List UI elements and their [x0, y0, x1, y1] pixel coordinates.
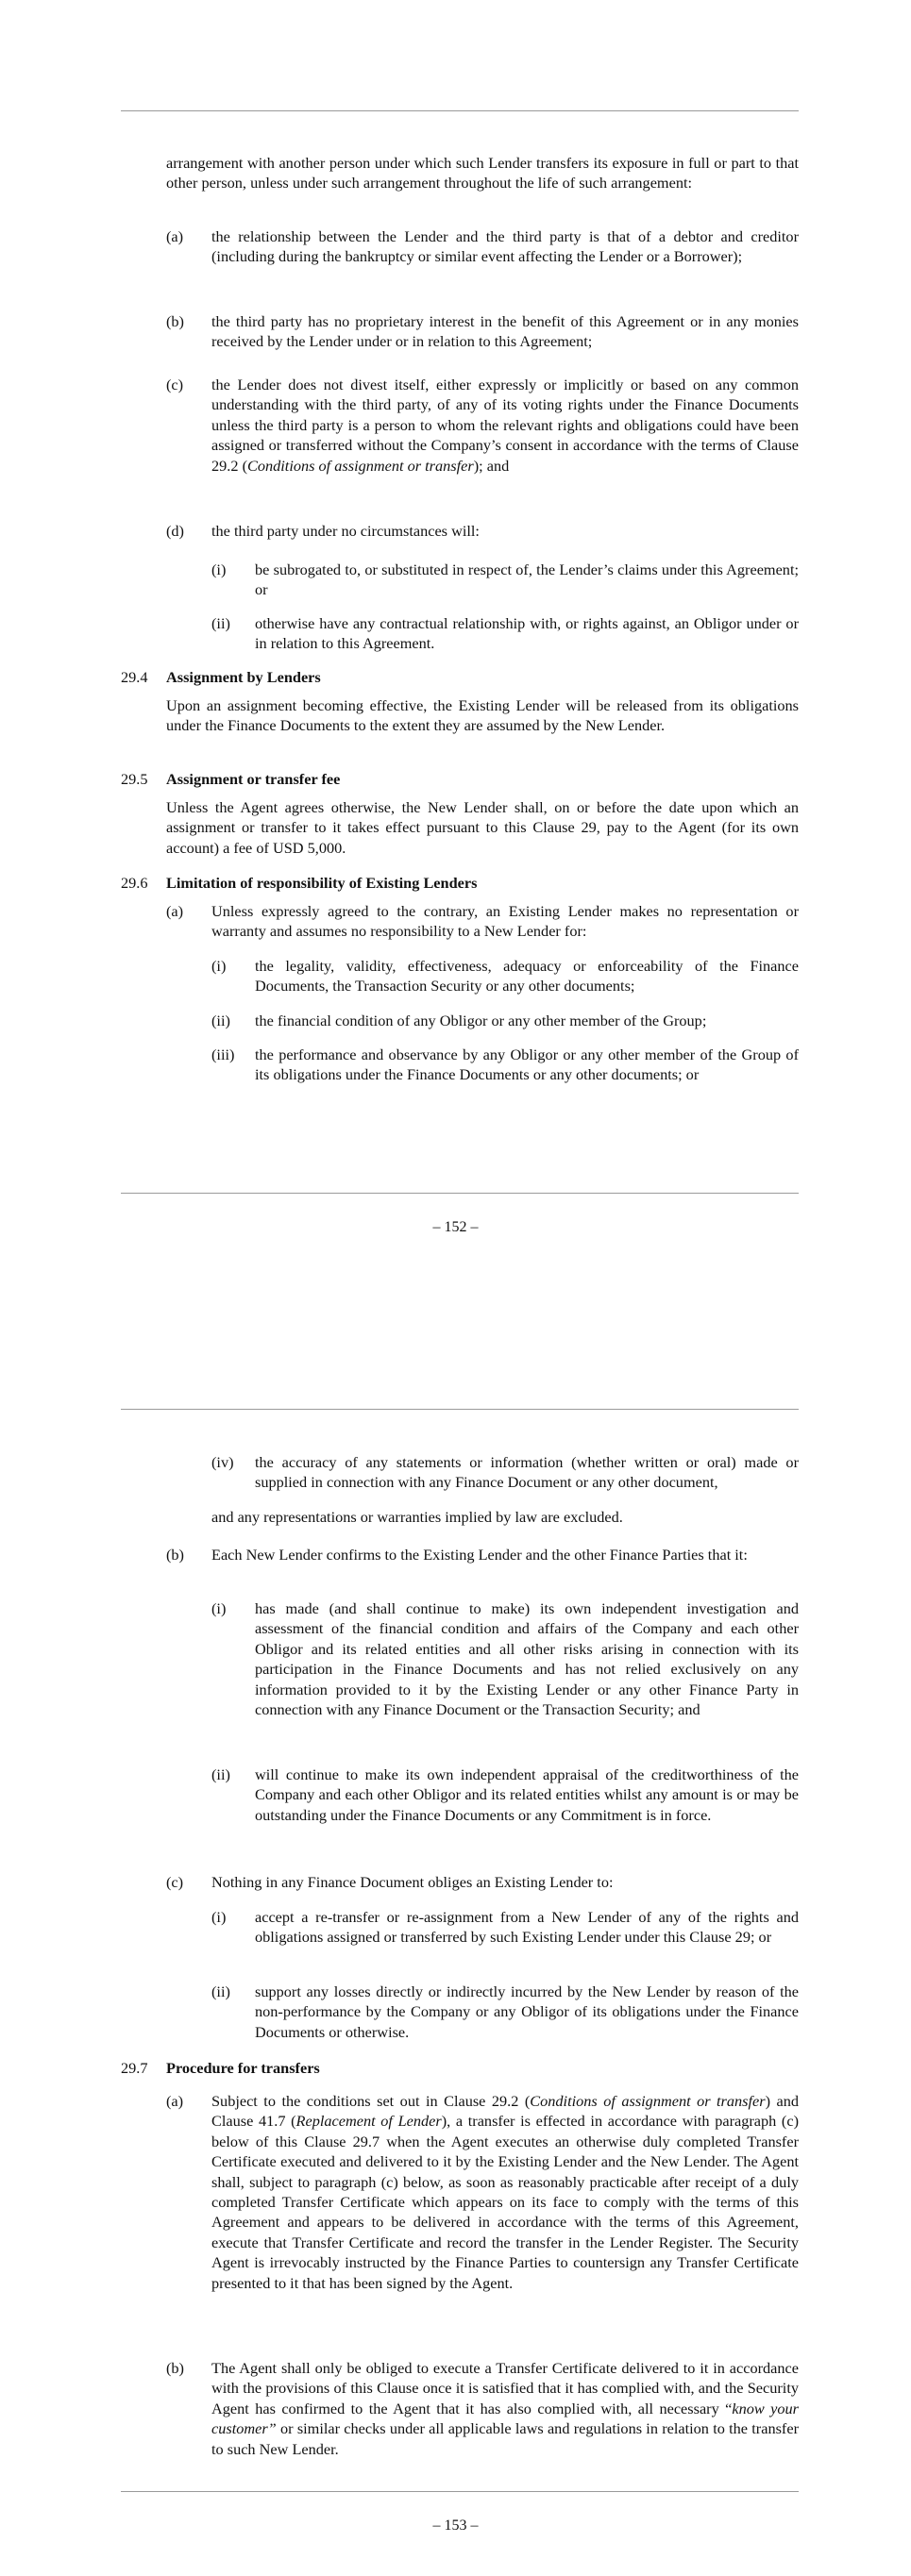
clause-29-5-heading: Assignment or transfer fee: [166, 770, 341, 788]
clause-29-6-number: 29.6: [121, 874, 148, 892]
page-153-bottom-rule: [121, 2491, 799, 2492]
c-sub-i-text: accept a re-transfer or re-assignment from a New Lender of any of the rights and obligations assigned or transferred by such Existing Lender under this Clause 29; or: [255, 1908, 799, 1947]
clause-29-7-heading: Procedure for transfers: [166, 2059, 320, 2077]
continuation-paragraph: arrangement with another person under which such Lender transfers its exposure in full or part to that other person, unless under such arrangement throughout the life of such arrangement:: [166, 154, 799, 192]
b-sub-ii-text: will continue to make its own independent appraisal of the creditworthiness of the Company and each other Obligor and its related entities whilst any amount is or may be outstanding under the Finance Documents or any Commitment is in force.: [255, 1765, 799, 1824]
subitem-i-text: be subrogated to, or substituted in respect of, the Lender’s claims under this Agreement; or: [255, 560, 799, 599]
clause-29-7-a-text: Subject to the conditions set out in Clause 29.2 (Conditions of assignment or transfer) and Clause 41.7 (Replacement of Lender), a transfer is effected in accordance with paragraph (c) below of this Clause 29.7 when the Agent executes an otherwise duly completed Transfer Certificate executed and delivered to it by the Existing Lender and the New Lender. The Agent shall, subject to paragraph (c) below, as soon as reasonably practicable after receipt of a duly completed Transfer Certificate which appears on its face to comply with the terms of this Agreement and appears to be delivered in accordance with the terms of this Agreement, execute that Transfer Certificate and record the transfer in the Lender Register. The Security Agent is irrevocably instructed by the Finance Parties to countersign any Transfer Certificate presented to it that has been signed by the Agent.: [211, 2092, 800, 2292]
clause-29-4-number: 29.4: [121, 668, 148, 686]
page-152-top-rule: [121, 110, 799, 111]
clause-29-7-label-b: (b): [166, 2359, 184, 2377]
c-sub-label-ii: (ii): [211, 1982, 230, 2000]
subitem-ii-text: otherwise have any contractual relationship with, or rights against, an Obligor under or in relation to this Agreement.: [255, 614, 799, 653]
sub-label-iv: (iv): [211, 1453, 234, 1471]
clause-29-6-heading: Limitation of responsibility of Existing Lenders: [166, 874, 478, 892]
item-a-text: the relationship between the Lender and the third party is that of a debtor and creditor (including during the bankruptcy or similar event affecting the Lender or a Borrower);: [211, 227, 799, 266]
clause-29-6-sub-label-ii: (ii): [211, 1012, 230, 1029]
clause-29-5-body: Unless the Agent agrees otherwise, the New Lender shall, on or before the date upon which an assignment or transfer to it takes effect pursuant to this Clause 29, pay to the Agent (for its own account) a fee of USD 5,000.: [166, 798, 799, 857]
exclusion-sentence: and any representations or warranties implied by law are excluded.: [211, 1508, 623, 1526]
item-label-a: (a): [166, 227, 184, 245]
page-number-153: – 153 –: [432, 2517, 479, 2534]
b-sub-label-i: (i): [211, 1599, 227, 1617]
item-label-c: (c): [166, 376, 184, 393]
page-153-top-rule: [121, 1409, 799, 1410]
clause-29-6-sub-label-i: (i): [211, 957, 227, 975]
item-c-p2-text: Nothing in any Finance Document obliges an Existing Lender to:: [211, 1873, 614, 1891]
clause-29-6-sub-ii-text: the financial condition of any Obligor or any other member of the Group;: [255, 1012, 707, 1029]
page-152-bottom-rule: [121, 1193, 799, 1194]
sub-iv-text: the accuracy of any statements or information (whether written or oral) made or supplied in connection with any Finance Document or any other document,: [255, 1453, 799, 1492]
b-sub-i-text: has made (and shall continue to make) its own independent investigation and assessment of the financial condition and affairs of the Company and each other Obligor and its related entities and all other risks arising in connection with its participation in the Finance Documents and has not relied exclusively on any information provided to it by the Existing Lender or any other Finance Party in connection with any Finance Document or the Transaction Security; and: [255, 1599, 799, 1719]
item-label-b: (b): [166, 312, 184, 330]
clause-29-6-label-a: (a): [166, 902, 184, 920]
clause-29-6-sub-label-iii: (iii): [211, 1045, 235, 1063]
item-label-c-p2: (c): [166, 1873, 184, 1891]
item-b-p2-text: Each New Lender confirms to the Existing Lender and the other Finance Parties that it:: [211, 1546, 748, 1564]
subitem-label-ii: (ii): [211, 614, 230, 632]
subitem-label-i: (i): [211, 560, 227, 578]
clause-29-7-b-text: The Agent shall only be obliged to execute a Transfer Certificate delivered to it in accordance with the provisions of this Clause once it is satisfied that it has complied with, and the Security Agent has confirmed to the Agent that it has also complied with, all necessary “know your customer” or similar checks under all applicable laws and regulations in relation to the transfer to such New Lender.: [211, 2359, 799, 2458]
page-number-152: – 152 –: [432, 1219, 479, 1235]
item-label-b-p2: (b): [166, 1546, 184, 1564]
clause-29-6-sub-i-text: the legality, validity, effectiveness, adequacy or enforceability of the Finance Documents, the Transaction Security or any other documents;: [255, 957, 799, 995]
clause-29-5-number: 29.5: [121, 770, 148, 788]
clause-29-7-label-a: (a): [166, 2092, 184, 2110]
item-label-d: (d): [166, 522, 184, 540]
clause-29-4-body: Upon an assignment becoming effective, the Existing Lender will be released from its obligations under the Finance Documents to the extent they are assumed by the New Lender.: [166, 696, 799, 735]
clause-29-4-heading: Assignment by Lenders: [166, 668, 321, 686]
item-b-text: the third party has no proprietary interest in the benefit of this Agreement or in any monies received by the Lender under or in relation to this Agreement;: [211, 312, 799, 351]
b-sub-label-ii: (ii): [211, 1765, 230, 1783]
item-c-text: the Lender does not divest itself, either expressly or implicitly or based on any common understanding with the third party, of any of its voting rights under the Finance Documents unless the third party is a person to whom the relevant rights and obligations could have been assigned or transferred without the Company’s consent in accordance with the terms of Clause 29.2 (Conditions of assignment or transfer); and: [211, 376, 799, 475]
c-sub-ii-text: support any losses directly or indirectly incurred by the New Lender by reason of the non-performance by the Company or any Obligor of its obligations under the Finance Documents or otherwise.: [255, 1982, 799, 2041]
clause-29-7-number: 29.7: [121, 2059, 148, 2077]
clause-29-6-a-text: Unless expressly agreed to the contrary, an Existing Lender makes no representation or warranty and assumes no responsibility to a New Lender for:: [211, 902, 799, 941]
item-d-text: the third party under no circumstances will:: [211, 522, 480, 540]
clause-29-6-sub-iii-text: the performance and observance by any Obligor or any other member of the Group of its obligations under the Finance Documents or any other documents; or: [255, 1045, 799, 1084]
c-sub-label-i: (i): [211, 1908, 227, 1926]
